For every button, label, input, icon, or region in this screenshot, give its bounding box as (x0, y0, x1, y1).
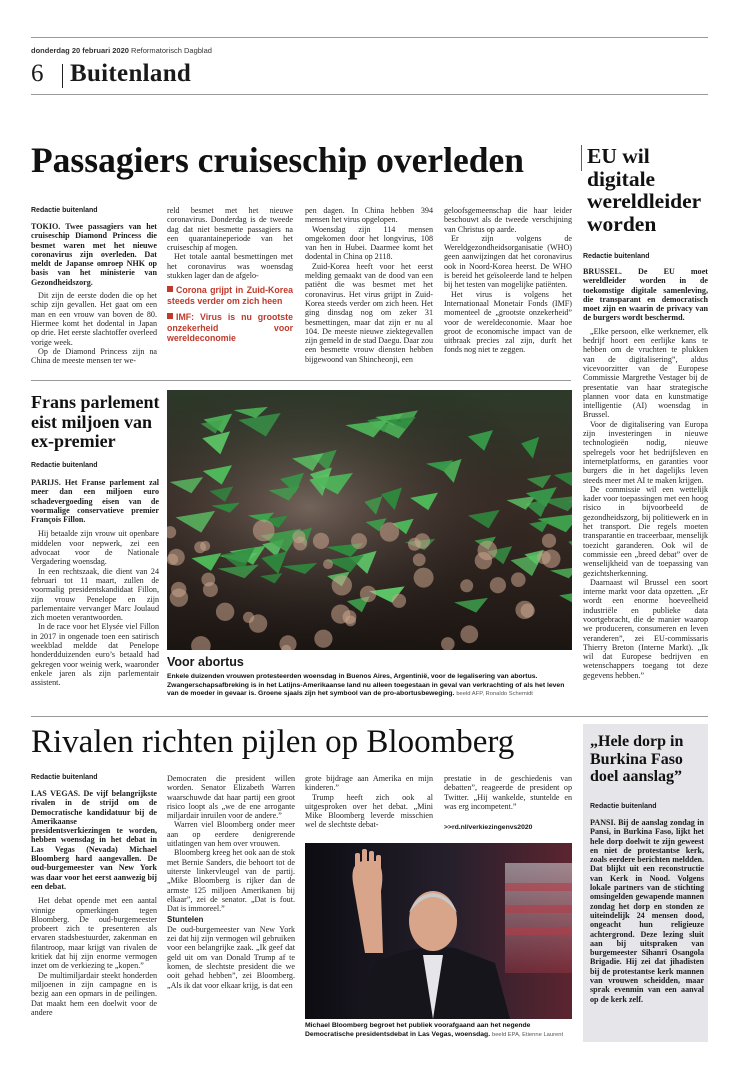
crowd-head (293, 537, 307, 551)
bloomberg-paragraph: Bloomberg kreeg het ook aan de stok met Bernie Sanders, die behoort tot de uiterste linkervleugel van de partij. „Mike Bloomberg is rijker dan de armste 125 miljoen Amerikanen bij elkaar”, zei de senator. „Dat is fout. Dat is immoreel.” (167, 848, 295, 914)
burkina-headline: „Hele dorp in Burkina Faso doel aanslag” (590, 733, 684, 785)
cruise-bottom-rule (31, 380, 571, 381)
cruise-col-2 (167, 206, 293, 372)
crowd-head (414, 568, 434, 588)
bloomberg-paragraph: De multimiljardair steekt honderden miljoenen in zijn campagne en is bezig aan een opmars in de peilingen. Dat maakt hem een doelwit voor de andere (31, 970, 157, 1017)
section-title: Buitenland (70, 60, 192, 87)
bloomberg-subhead: Stuntelen (167, 915, 204, 925)
bloomberg-headline: Rivalen richten pijlen op Bloomberg (31, 724, 515, 760)
top-rule (31, 37, 708, 38)
bloomberg-paragraph: Trump heeft zich ook al uitgesproken over het debat. „Mini Mike Bloomberg leverde misschien wel de slechtste debat- (305, 792, 433, 830)
crowd-head (542, 550, 561, 569)
eu-paragraph: De commissie wil een wettelijk kader voor toepassingen met een hoog risico in bijvoorbeeld de gezondheidszorg, bij politiewerk en in het transport. Die regels moeten transparantie en traceerbaar, menselijk toezicht garanderen. Ook wil de commissie een „breed debat” over de wenselijkheid van de toepassing van gezichtsherkenning. (583, 484, 708, 578)
photo-credit: beeld AFP, Ronaldo Schemidt (456, 691, 533, 698)
crowd-head (380, 522, 399, 541)
page-number: 6 (31, 60, 44, 87)
masthead-rule (31, 94, 708, 95)
crowd-head (478, 541, 498, 561)
cruise-col-3 (305, 206, 433, 372)
crowd-head (332, 575, 352, 595)
cruise-paragraph: pen dagen. In China hebben 394 mensen het virus opgelopen. (305, 206, 433, 225)
bloomberg-col-2 (167, 774, 295, 1039)
cruise-paragraph: Er zijn volgens de Wereldgezondheidsorganisatie (WHO) geen aanwijzingen dat het coronavirus ook in Noord-Korea heerst. De WHO is bereid het geïsoleerde land te helpen bij het testen van mogelijke patiënten. (444, 233, 572, 290)
bloomberg-lead: LAS VEGAS. De vijf belangrijkste rivalen in de strijd om de Democratische kandidatuur bij de Amerikaanse presidentsverkiezingen te worden, hebben woensdag in het debat in Las Vegas (Nevada) Michael Bloomberg hard aangevallen. De oud-burgemeester van New York was daar voor het eerst aanwezig bij een debat. (31, 789, 157, 891)
related-link-imf[interactable]: IMF: Virus is nu grootste onzekerheid voor wereldeconomie (167, 312, 293, 344)
fillon-paragraph: In de race voor het Elysée viel Fillon in 2017 in ongenade toen een satirisch weekblad meldde dat Penelope honderdduizenden euro’s betaald had gekregen voor weinig werk, waaronder enkele jaren als zijn parlementair assistent. (31, 622, 159, 688)
bloomberg-photo-caption: Michael Bloomberg begroet het publiek voorafgaand aan het negende Democratische presidentsdebat in Las Vegas, woensdag. beeld EPA, Etienne Laurent (305, 1022, 564, 1038)
crowd-head (490, 577, 506, 593)
crowd-head (360, 586, 376, 602)
cruise-byline: Redactie buitenland (31, 207, 98, 214)
eu-headline: EU wil digitale wereldleider worden (587, 144, 701, 236)
crowd-head (216, 603, 234, 621)
eu-byline: Redactie buitenland (583, 253, 650, 260)
fillon-paragraph: Hij betaalde zijn vrouw uit openbare middelen voor nepwerk, zei een advocaat voor de Nationale Vergadering woensdag. (31, 529, 159, 567)
cruise-paragraph: Woensdag zijn 114 mensen omgekomen door het longvirus, 108 van hen in Hubei. Daarmee komt het dodental in China op 2118. (305, 224, 433, 262)
fillon-byline: Redactie buitenland (31, 462, 98, 469)
bloomberg-paragraph: prestatie in de geschiedenis van debatten”, reageerde de president op Twitter. „Hij wankelde, stuntelde en was erg incompetent.” (444, 774, 572, 811)
cruise-headline: Passagiers cruiseschip overleden (31, 140, 524, 180)
crowd-head (460, 579, 473, 592)
bloomberg-col-1 (31, 789, 157, 1039)
eu-paragraph: Daarnaast wil Brussel een soort interne markt voor data opzetten. „Er wordt een enorme hoeveelheid industriële en publieke data voortgebracht, die de manier waarop we produceren, consumeren en leven veranderen”, zei EU-commissaris Thierry Breton (Interne Markt). „Ik wil dat Europese bedrijven en wetenschappers toegang tot deze gegevens hebben.” (583, 577, 708, 680)
photo-title: Voor abortus (167, 655, 244, 669)
eu-body (583, 267, 708, 727)
crowd-head (203, 582, 218, 597)
bloomberg-paragraph: De oud-burgemeester van New York zei dat hij zijn vermogen wil gebruiken voor een belangrijke zaak. „Ik geef dat geld uit om van Donald Trump af te komen, de slechtste president die we ooit gehad hebben”, zei Bloomberg. „Als ik dat voor elkaar krijg, is dat een (167, 924, 295, 990)
crowd-head (200, 541, 210, 551)
crowd-head (323, 559, 333, 569)
crowd-head (413, 553, 426, 566)
crowd-head (515, 601, 533, 619)
middle-rule (31, 716, 708, 717)
fillon-paragraph: In een rechtszaak, die dient van 24 februari tot 11 maart, zullen de voormalig presidentskandidaat Fillon, zijn vrouw Penelope en zijn parlementaire vervanger Marc Joulaud zich moeten verantwoorden. (31, 566, 159, 623)
bloomberg-paragraph: grote bijdrage aan Amerika en mijn kinderen.” (305, 774, 433, 793)
crowd-head (313, 533, 329, 549)
cruise-paragraph: Het virus is volgens het Internationaal Monetair Fonds (IMF) momenteel de „grootste onzekerheid” voor de wereldeconomie. Maar hoe groot de economische impact van de uitbraak precies zal zijn, durft het fonds nog niet te zeggen. (444, 289, 572, 355)
crowd-head (392, 594, 406, 608)
cruise-paragraph: geloofsgemeenschap die haar leider beschouwt als de tweede verschijning van Christus op aarde. (444, 206, 572, 234)
cruise-paragraph: Het totale aantal besmettingen met het coronavirus was woensdag stukken lager dan de afgelo- (167, 252, 293, 281)
bloomberg-paragraph: Het debat opende met een aantal vinnige opmerkingen tegen Bloomberg. De oud-burgemeester probeert zich te presenteren als ervaren stadsbestuurder, zakenman en filantroop, maar krijgt van rivalen de kritiek dat hij zijn enorme vermogen inzet om de verkiezing te „kopen.” (31, 896, 157, 971)
bloomberg-photo-credit: beeld EPA, Etienne Laurent (491, 1031, 564, 1038)
crowd-head (243, 612, 254, 623)
bloomberg-paragraph: Democraten die president willen worden. Senator Elizabeth Warren waarschuwde dat haar partij een groot risico loopt als „we de ene arrogante miljardair inruilen voor de andere.” (167, 774, 295, 821)
cruise-col-4 (444, 206, 572, 372)
crowd-head (170, 589, 188, 607)
related-link-korea[interactable]: Corona grijpt in Zuid-Korea steeds verder om zich heen (167, 285, 293, 306)
eu-paragraph: Voor de digitalisering van Europa zijn investeringen in nieuwe technologieën nodig, nieuwe spelregels voor het bedrijfsleven en internetplatforms, en garanties voor burgers die in het dagelijks leven steeds meer met AI te maken krijgen. (583, 419, 708, 485)
crowd-head (331, 605, 350, 624)
bloomberg-paragraph: Warren viel Bloomberg onder meer aan op eerdere denigrerende uitlatingen van hem over vrouwen. (167, 820, 295, 849)
eu-lead: BRUSSEL. De EU moet wereldleider worden in de toekomstige digitale samenleving, die transparant en democratisch moet zijn en waarin de privacy van de burgers wordt beschermd. (583, 267, 708, 323)
red-square-icon (167, 313, 173, 319)
face (409, 891, 457, 951)
cruise-paragraph: reld besmet met het nieuwe coronavirus. Donderdag is de tweede dag dat niet besmette passagiers na een quarantaineperiode van het cruiseschip af mogen. (167, 206, 293, 253)
fillon-body (31, 478, 159, 702)
section-divider (62, 64, 63, 88)
eu-paragraph: „Elke persoon, elke werknemer, elk bedrijf hoort een eerlijke kans te hebben om de vruchten te plukken van de digitalisering”, aldus vicevoorzitter van de Europese Commissie Margrethe Vestager bij de presentatie van haar strategische plannen voor data en kunstmatige intelligentie (AI) woensdag in Brussel. (583, 326, 708, 420)
cruise-lead: TOKIO. Twee passagiers van het cruiseschip Diamond Princess die besmet waren met het nieuwe coronavirus zijn overleden. Dat meldt de Japanse omroep NHK op basis van het ministerie van Gezondheidszorg. (31, 222, 157, 287)
fillon-lead: PARIJS. Het Franse parlement zal meer dan een miljoen euro schadevergoeding eisen van de voormalige conservatieve premier François Fillon. (31, 478, 159, 525)
bloomberg-col-4 (444, 774, 572, 824)
bloomberg-col-3 (305, 774, 433, 840)
cruise-col-1 (31, 222, 157, 372)
cruise-paragraph: Zuid-Korea heeft voor het eerst melding gemaakt van de dood van een patiënt die was besmet met het coronavirus. Het virus grijpt in Zuid-Korea steeds verder om zich heen. Het ging dinsdag nog om zeker 31 besmettingen, maar dat zijn er nu al 104. De meeste nieuwe ziektegevallen zijn gemeld in de stad Daegu. Daar zou een besmette vrouw diensten hebben bijgewoond van Shincheonji, een (305, 261, 433, 364)
bloomberg-photo (305, 843, 572, 1019)
cruise-paragraph: Dit zijn de eerste doden die op het schip zijn gevallen. Het gaat om een man en een vrouw van boven de 80. Hiermee komt het dodental in Japan op drie. Het eerste slachtoffer overleed vorige week. (31, 291, 157, 347)
crowd-head (408, 538, 421, 551)
flag-backdrop (505, 863, 572, 973)
crowd-head (511, 572, 526, 587)
crowd-head (351, 533, 367, 549)
eu-accent-bar (581, 145, 582, 171)
bloomberg-byline: Redactie buitenland (31, 774, 98, 781)
crowd-head (314, 630, 332, 648)
abortion-protest-photo (167, 390, 572, 650)
burkina-body (590, 818, 704, 1038)
burkina-byline: Redactie buitenland (590, 803, 657, 810)
crowd-head (253, 520, 275, 542)
crowd-head (168, 549, 185, 566)
fillon-headline: Frans parlement eist miljoen van ex-premier (31, 392, 160, 451)
masthead-date: donderdag 20 februari 2020 Reformatorisch Dagblad (31, 46, 212, 55)
crowd-head (542, 534, 556, 548)
photo-caption: Enkele duizenden vrouwen protesteerden woensdag in Buenos Aires, Argentinië, voor de legalisering van abortus. Zwangerschapsafbreking is in het Latijns-Amerikaanse land nu alleen toegestaan in geval van verkrachting of als het leven van de moeder in gevaar is. Groene sjaals zijn het symbool van de pro-abortusbeweging. beeld AFP, Ronaldo Schemidt (167, 673, 565, 698)
burkina-lead: PANSI. Bij de aanslag zondag in Pansi, in Burkina Faso, lijkt het hele dorp doelwit te zijn geweest en niet de protestantse kerk, zoals eerdere berichten meldden. Dat blijkt uit een reconstructie van Kerk in Nood. Volgens lokale partners van de stichting omsingelden gewapende mannen zondag het dorp en stonden ze uiteindelijk 24 mensen dood, ongeacht hun religieuze achtergrond. Deze lezing sluit aan bij uitspraken van burgemeester Sihanri Osangola Brigadie. Hij zei dat jihadisten bij de protestantse kerk mannen van vrouwen scheidden, maar sprak evenmin van een aanval op de kerk zelf. (590, 818, 704, 1004)
red-square-icon (167, 286, 173, 292)
election-link[interactable]: >>rd.nl/verkiezingenvs2020 (444, 824, 533, 831)
crowd-head (460, 625, 478, 643)
cruise-paragraph: Op de Diamond Princess zijn na China de meeste mensen ter we- (31, 346, 157, 366)
